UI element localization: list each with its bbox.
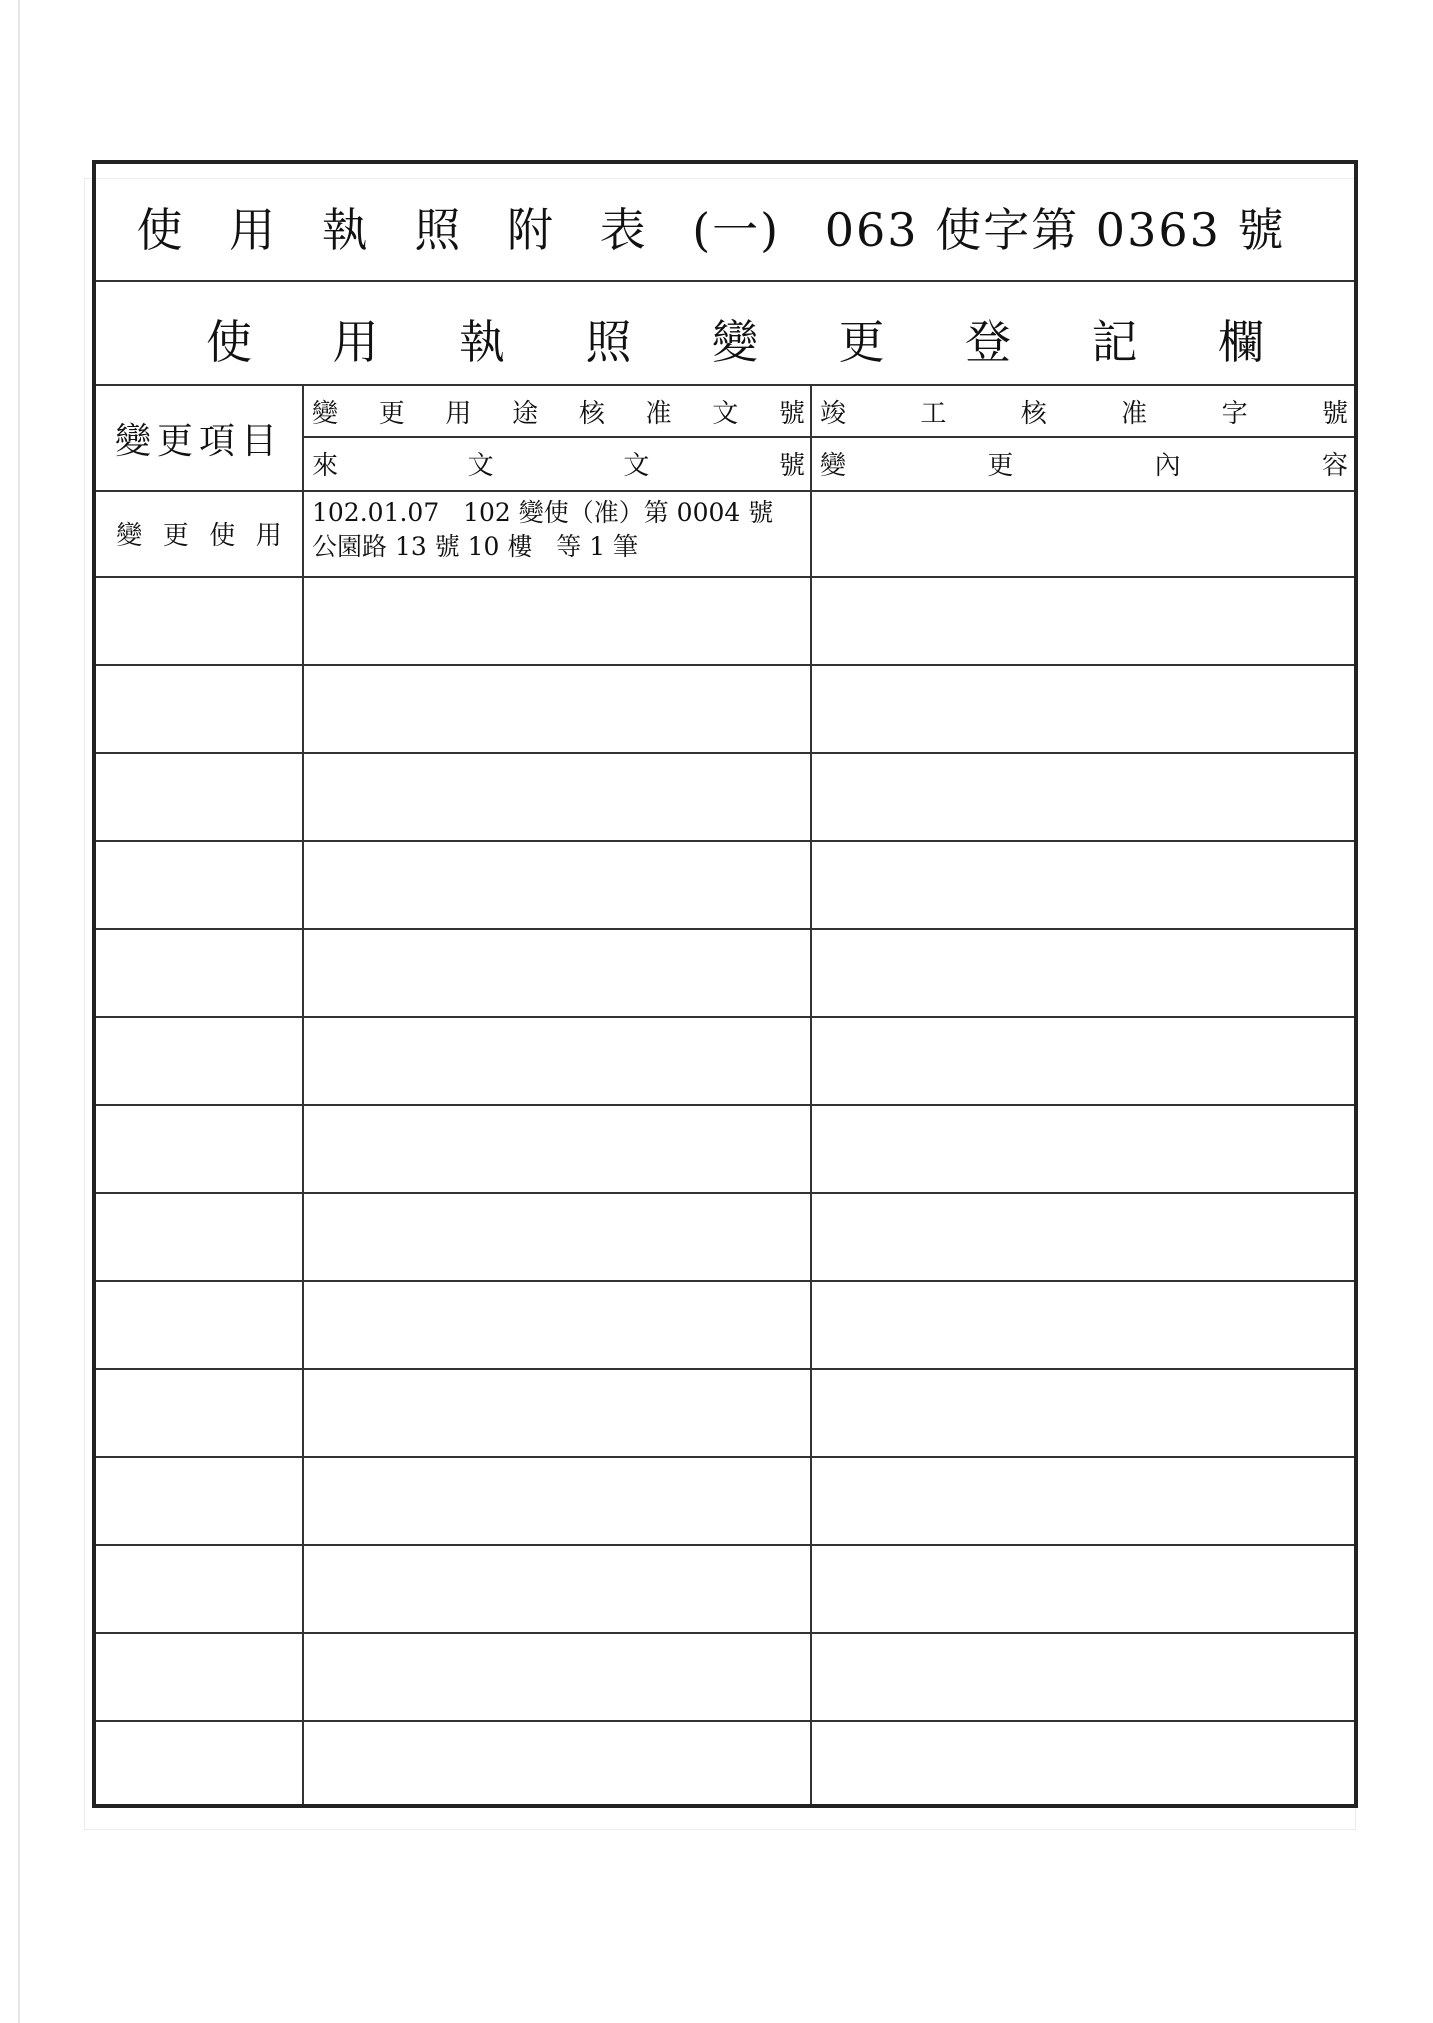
subtitle-char: 變 <box>712 315 758 369</box>
header-char: 竣 <box>820 398 847 429</box>
header-char: 容 <box>1321 450 1348 481</box>
title-part: 附 <box>506 203 555 257</box>
form-title <box>96 194 1354 260</box>
approval-doc-line: 102.01.07 102 變使（准）第 0004 號 <box>312 498 774 527</box>
header-char: 更 <box>378 398 405 429</box>
table-row <box>96 666 1354 754</box>
table-row <box>96 1194 1354 1282</box>
change-item-cell <box>96 490 302 576</box>
table-row <box>96 1018 1354 1106</box>
header-char: 號 <box>1321 398 1348 429</box>
table-row <box>96 842 1354 930</box>
header-char: 變 <box>820 450 847 481</box>
header-char: 變 <box>312 398 339 429</box>
header-char: 字 <box>1221 398 1248 429</box>
approval-doc-number-header <box>306 386 811 436</box>
form-subtitle <box>206 306 1264 372</box>
header-char: 號 <box>778 398 805 429</box>
table-header <box>96 386 1354 492</box>
header-char: 准 <box>645 398 672 429</box>
header-char: 號 <box>778 450 805 481</box>
subtitle-char: 照 <box>585 315 632 369</box>
subtitle-char: 使 <box>206 315 252 369</box>
table-row <box>96 1370 1354 1458</box>
table-row <box>96 930 1354 1018</box>
table-row <box>96 490 1354 578</box>
item-char: 使 <box>209 520 236 551</box>
item-char: 更 <box>162 520 189 551</box>
form-title-row <box>96 164 1354 282</box>
subtitle-char: 用 <box>332 315 379 369</box>
header-char: 來 <box>312 450 339 481</box>
form-subtitle-row <box>96 282 1354 386</box>
header-char: 用 <box>445 398 472 429</box>
header-char: 內 <box>1154 450 1181 481</box>
table-row <box>96 1458 1354 1546</box>
title-part: 用 <box>229 203 278 257</box>
subtitle-char: 登 <box>965 315 1011 369</box>
scan-edge <box>18 0 20 2023</box>
header-char: 核 <box>578 398 605 429</box>
address-line: 公園路 13 號 10 樓 等 1 筆 <box>312 532 639 561</box>
license-number: 063 使字第 0363 號 <box>824 203 1286 257</box>
header-char: 文 <box>467 450 494 481</box>
item-char: 用 <box>255 520 282 551</box>
header-char: 文 <box>623 450 650 481</box>
table-row <box>96 1634 1354 1722</box>
header-char: 更 <box>987 450 1014 481</box>
table-row <box>96 1106 1354 1194</box>
title-part: 使 <box>136 203 185 257</box>
table-row <box>96 1546 1354 1634</box>
license-appendix-form <box>92 160 1358 1808</box>
completion-approval-number-header <box>814 386 1354 436</box>
title-part: (一) <box>692 203 781 257</box>
subtitle-char: 更 <box>838 315 885 369</box>
change-item-header: 變更項目 <box>114 420 283 462</box>
incoming-doc-number-header <box>306 438 811 488</box>
subtitle-char: 執 <box>459 315 505 369</box>
table-row <box>96 578 1354 666</box>
header-char: 工 <box>920 398 947 429</box>
header-char: 核 <box>1020 398 1047 429</box>
subtitle-char: 記 <box>1091 315 1138 369</box>
title-part: 照 <box>414 203 463 257</box>
header-char: 文 <box>712 398 739 429</box>
change-content-header <box>814 438 1354 488</box>
item-char: 變 <box>116 520 143 551</box>
table-row <box>96 754 1354 842</box>
subtitle-char: 欄 <box>1218 315 1264 369</box>
title-part: 執 <box>321 203 370 257</box>
approval-doc-cell <box>306 496 817 564</box>
title-part: 表 <box>599 203 648 257</box>
header-char: 途 <box>512 398 539 429</box>
header-char: 准 <box>1121 398 1148 429</box>
table-row <box>96 1282 1354 1370</box>
